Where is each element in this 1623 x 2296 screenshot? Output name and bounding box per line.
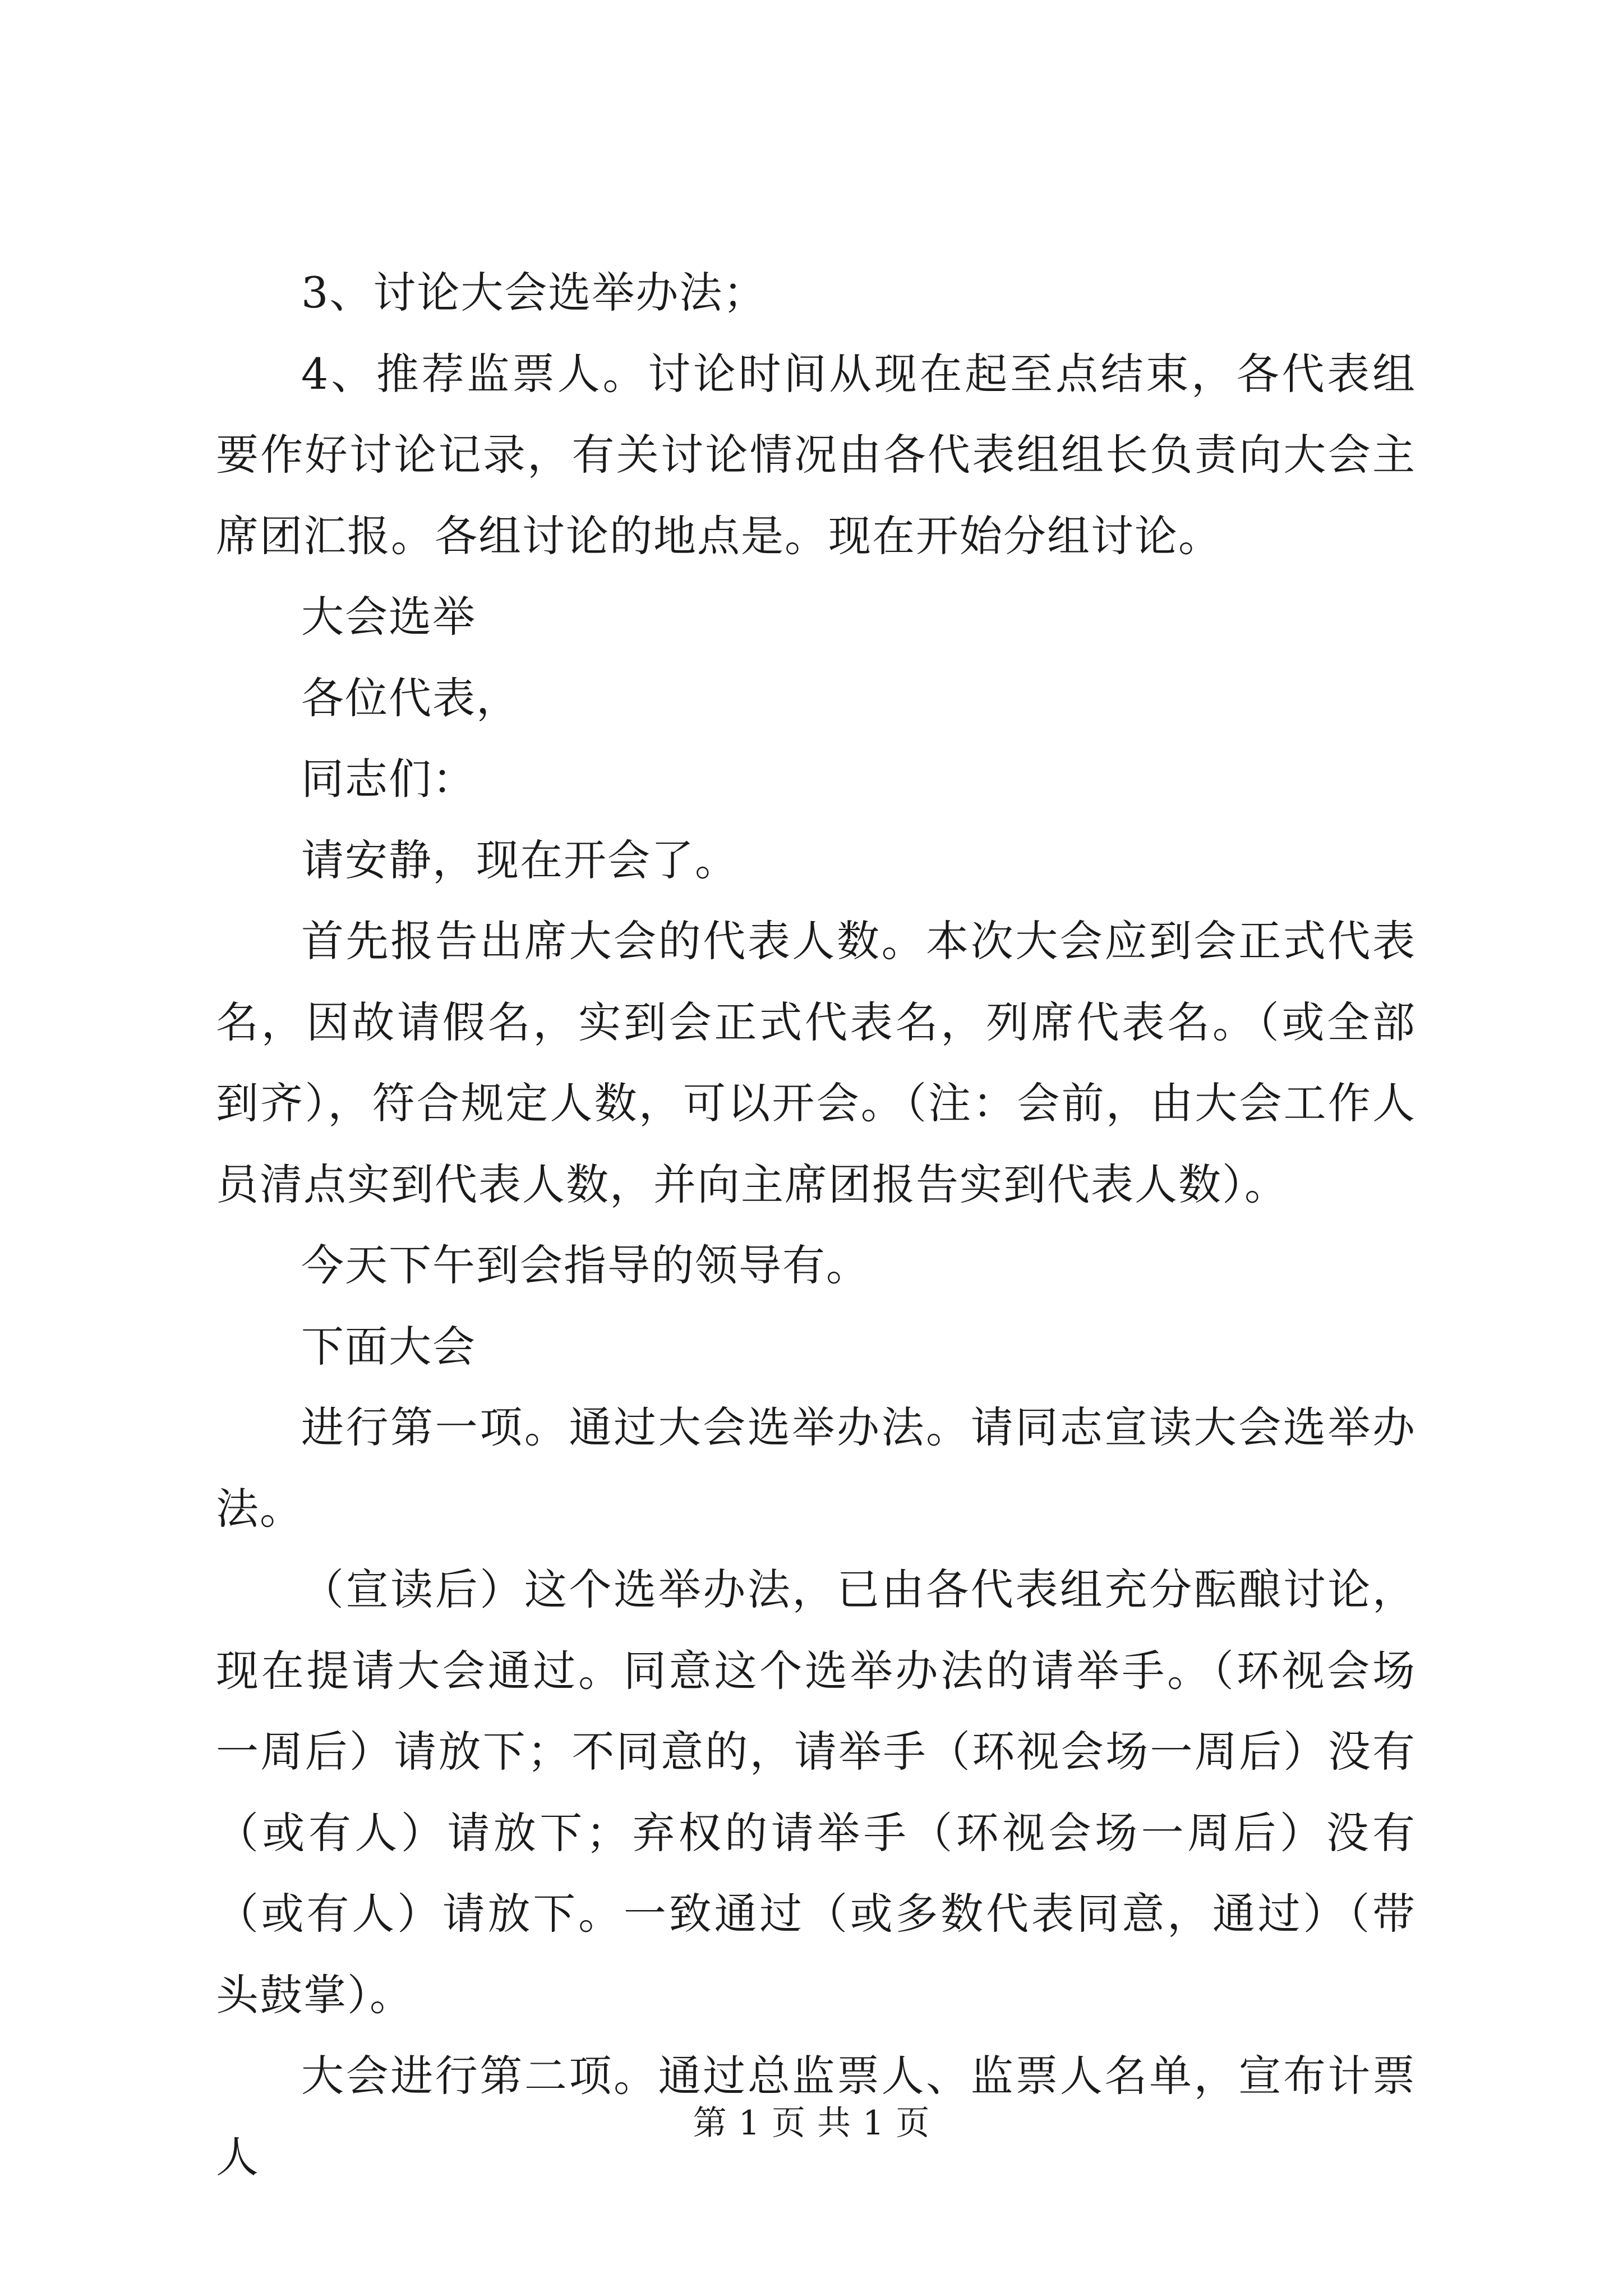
- page-indicator: 第 1 页 共 1 页: [693, 2104, 930, 2143]
- paragraph-opening: 请安静，现在开会了。: [301, 835, 739, 885]
- paragraph-next: 下面大会: [301, 1321, 476, 1372]
- salutation-delegates: 各位代表，: [301, 673, 520, 723]
- paragraph-item-4: 4、推荐监票人。讨论时间从现在起至点结束，各代表组要作好讨论记录，有关讨论情况由各代表组组长负责向大会主席团汇报。各组讨论的地点是。现在开始分组讨论。: [216, 348, 1416, 561]
- paragraph-first-item: 进行第一项。通过大会选举办法。请同志宣读大会选举办法。: [216, 1402, 1416, 1534]
- paragraph-vote-procedure: （宣读后）这个选举办法，已由各代表组充分酝酿讨论，现在提请大会通过。同意这个选举办法的请举手。（环视会场一周后）请放下；不同意的，请举手（环视会场一周后）没有（或有人）请放下；弃权的请举手（环视会场一周后）没有（或有人）请放下。一致通过（或多数代表同意，通过）（带头鼓掌）。: [216, 1565, 1416, 2020]
- paragraph-second-item: 大会进行第二项。通过总监票人、监票人名单，宣布计票人: [216, 2051, 1416, 2182]
- page-footer: [0, 2101, 1623, 2146]
- paragraph-attendance: 首先报告出席大会的代表人数。本次大会应到会正式代表名，因故请假名，实到会正式代表名，列席代表名。（或全部到齐），符合规定人数，可以开会。（注：会前，由大会工作人员清点实到代表人数，并向主席团报告实到代表人数）。: [216, 916, 1416, 1209]
- section-heading-election: 大会选举: [301, 592, 476, 642]
- document-body: [216, 252, 1416, 2198]
- paragraph-leaders: 今天下午到会指导的领导有。: [301, 1240, 870, 1290]
- salutation-comrades: 同志们：: [301, 754, 476, 804]
- paragraph-item-3: 3、讨论大会选举办法；: [301, 268, 767, 318]
